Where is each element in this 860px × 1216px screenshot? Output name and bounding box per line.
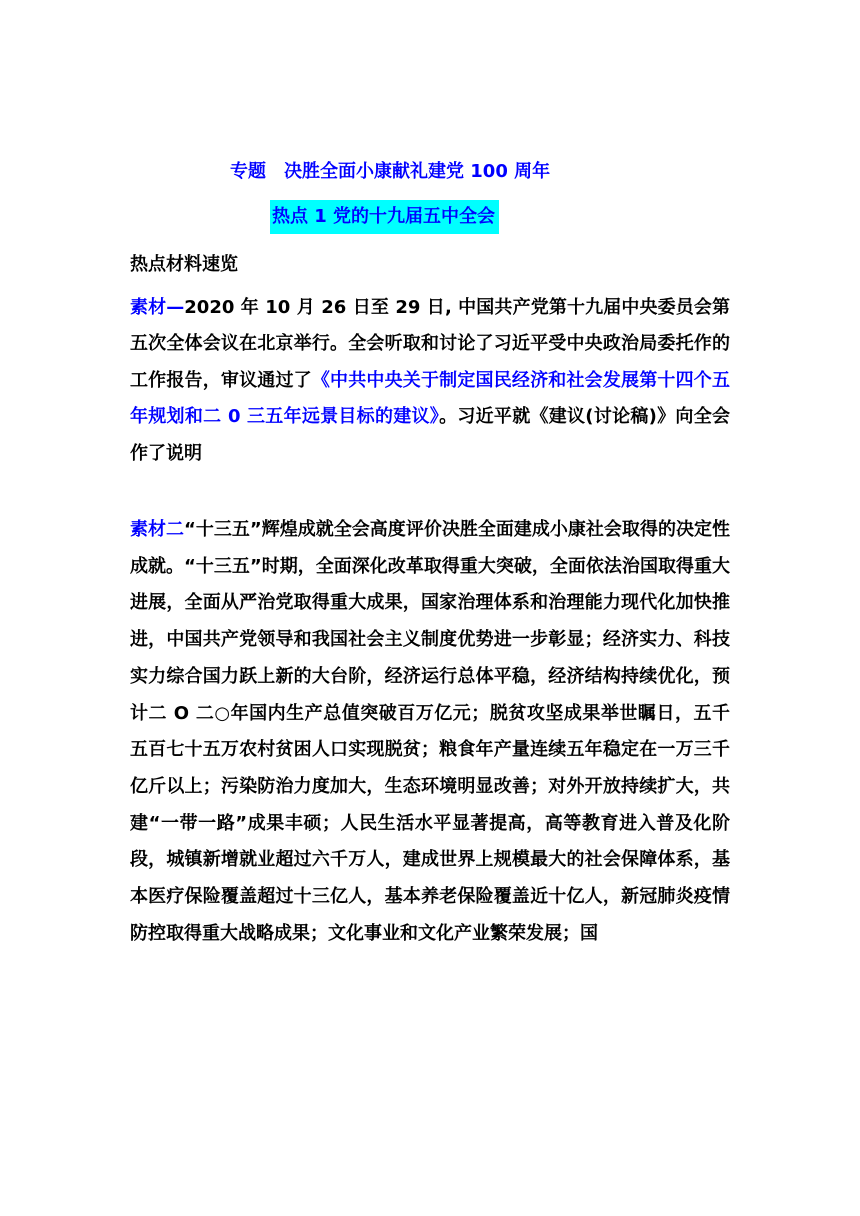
title-prefix: 专题 xyxy=(230,161,266,182)
document-title xyxy=(230,159,550,185)
material-two-paragraph xyxy=(130,512,730,952)
material-one-paragraph xyxy=(130,290,730,472)
material-two-label: 素材二 xyxy=(130,519,185,540)
highlighted-subtitle: 热点 1 党的十九届五中全会 xyxy=(270,200,499,234)
material-one-doc-title: 《中共中央关于制定国民经济和社会发展第十四个五年规划和二 0 三五年远景目标的建议》 xyxy=(130,369,730,428)
material-one-text-b: 。习近平就《建议(讨论稿)》向全会作了说明 xyxy=(130,406,730,464)
title-main: 决胜全面小康献礼建党 100 周年 xyxy=(284,161,551,182)
material-two-text: “十三五”辉煌成就全会高度评价决胜全面建成小康社会取得的决定性成就。“十三五”时期，全面深化改革取得重大突破，全面依法治国取得重大进展，全面从严治党取得重大成果，国家治理体系和治理能力现代化加快推进，中国共产党领导和我国社会主义制度优势进一步彰显；经济实力、科技实力综合国力跃上新的大台阶，经济运行总体平稳，经济结构持续优化，预计二 O 二○年国内生产总值突破百万亿元；脱贫攻坚成果举世瞩日，五千五百七十五万农村贫困人口实现脱贫；粮食年产量连续五年稳定在一万三千亿斤以上；污染防治力度加大，生态环境明显改善；对外开放持续扩大，共建“一带一路”成果丰硕；人民生活水平显著提高，高等教育进入普及化阶段，城镇新增就业超过六千万人，建成世界上规模最大的社会保障体系，基本医疗保险覆盖超过十三亿人，基本养老保险覆盖近十亿人，新冠肺炎疫情防控取得重大战略成果；文化事业和文化产业繁荣发展；国 xyxy=(130,519,730,944)
material-one-text-a: 2020 年 10 月 26 日至 29 日, 中国共产党第十九届中央委员会第五次全体会议在北京举行。全会听取和讨论了习近平受中央政治局委托作的工作报告，审议通过了 xyxy=(130,297,730,391)
section-heading: 热点材料速览 xyxy=(130,254,238,275)
material-one-label: 素材— xyxy=(130,297,185,318)
